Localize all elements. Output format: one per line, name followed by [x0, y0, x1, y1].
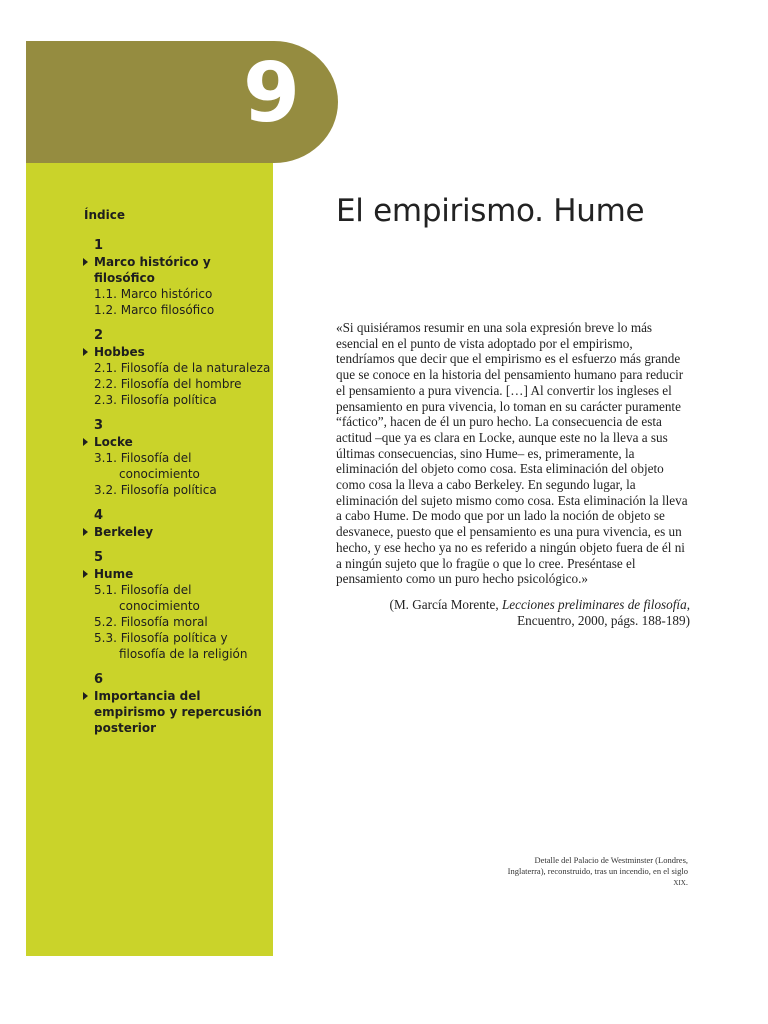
toc-section-2[interactable]	[82, 328, 272, 408]
toc-section-5[interactable]	[82, 550, 272, 662]
table-of-contents	[82, 208, 272, 746]
sidebar	[26, 163, 273, 956]
toc-section-3[interactable]	[82, 418, 272, 498]
toc-subsection[interactable]: 3.1. Filosofía del conocimiento	[94, 451, 200, 481]
toc-subsection[interactable]: 3.2. Filosofía política	[94, 483, 217, 497]
toc-section-number: 3	[94, 418, 104, 433]
toc-subsection[interactable]: 5.1. Filosofía del conocimiento	[94, 583, 200, 613]
triangle-bullet-icon	[83, 528, 88, 536]
triangle-bullet-icon	[83, 348, 88, 356]
toc-section-heading[interactable]: Hume	[82, 566, 272, 582]
quote-text: «Si quisiéramos resumir en una sola expresión breve lo más esencial en el punto de vista adoptado por el empirismo, tendríamos que decir que el empirismo es el esfuerzo más grande que se conoce en la historia del pensamiento humano para reducir el pensamiento a pura vivencia. […] Al convertir los ingleses el pensamiento en pura vivencia, lo toman en su carácter puramente “fáctico”, hacen de él un puro hecho. La consecuencia de esta actitud –que ya es clara en Locke, aunque este no la lleva a sus últimas consecuencias, sino Hume– es, primeramente, la eliminación del objeto como cosa. Esta eliminación del objeto como cosa la lleva a cabo Berkeley. En segundo lugar, la eliminación del sujeto mismo como cosa. Esta eliminación la lleva a cabo Hume. De modo que por un lado la noción de objeto se desvanece, puesto que el pensamiento es una pura vivencia, es un hecho, y ese hecho ya no es referido a ningún objeto fuera de él ni a ningún sujeto que lo fragüe o que lo cree. Preséntase el pensamiento como un puro hecho psicológico.»	[336, 320, 688, 587]
triangle-bullet-icon	[83, 692, 88, 700]
page-title: El empirismo. Hume	[336, 193, 645, 229]
chapter-tab	[26, 41, 338, 163]
toc-section-heading[interactable]: Importancia del empirismo y repercusión posterior	[82, 688, 272, 736]
image-caption: Detalle del Palacio de Westminster (Londres, Inglaterra), reconstruido, tras un incendio, en el siglo XIX.	[507, 855, 688, 887]
triangle-bullet-icon	[83, 258, 88, 266]
toc-subsection[interactable]: 2.3. Filosofía política	[94, 393, 217, 407]
chapter-number: 9	[242, 46, 298, 141]
toc-section-number: 1	[94, 238, 104, 253]
toc-section-4[interactable]	[82, 508, 272, 540]
toc-section-heading[interactable]: Hobbes	[82, 344, 272, 360]
toc-subsection[interactable]: 5.3. Filosofía política y filosofía de la religión	[94, 631, 248, 661]
toc-subsection[interactable]: 5.2. Filosofía moral	[94, 615, 208, 629]
toc-section-heading[interactable]: Locke	[82, 434, 272, 450]
toc-subsection[interactable]: 2.1. Filosofía de la naturaleza	[94, 361, 271, 375]
triangle-bullet-icon	[83, 438, 88, 446]
toc-section-heading[interactable]: Berkeley	[82, 524, 272, 540]
toc-title: Índice	[84, 208, 125, 222]
toc-section-number: 4	[94, 508, 104, 523]
toc-subsection[interactable]: 1.1. Marco histórico	[94, 287, 213, 301]
triangle-bullet-icon	[83, 570, 88, 578]
toc-subsection[interactable]: 2.2. Filosofía del hombre	[94, 377, 242, 391]
toc-section-heading[interactable]: Marco histórico y filosófico	[82, 254, 272, 286]
quote-citation: (M. García Morente, Lecciones preliminares de filosofía, Encuentro, 2000, págs. 188-189)	[389, 596, 690, 628]
toc-subsection[interactable]: 1.2. Marco filosófico	[94, 303, 215, 317]
toc-section-number: 6	[94, 672, 104, 687]
toc-section-6[interactable]	[82, 672, 272, 736]
toc-section-number: 5	[94, 550, 104, 565]
toc-section-number: 2	[94, 328, 104, 343]
epigraph-quote	[336, 320, 690, 628]
toc-section-1[interactable]	[82, 238, 272, 318]
